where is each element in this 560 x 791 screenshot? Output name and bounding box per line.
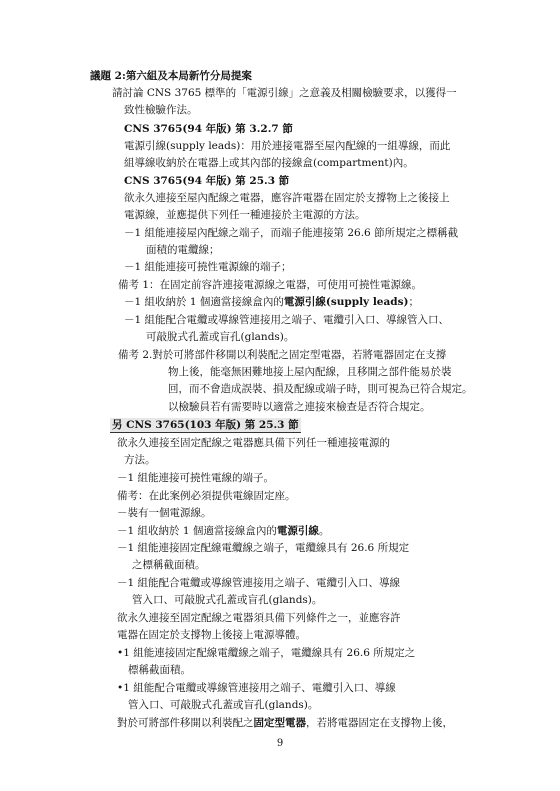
note-line: 回，而不會造成誤裝、損及配線或端子時，則可視為已符合規定。 xyxy=(168,383,473,395)
body-line: 電源線，並應提供下列任一種連接於主電源的方法。 xyxy=(124,209,366,221)
body-line xyxy=(124,295,419,309)
note-line: 備考 2.對於可將部件移開以利裝配之固定型電器，若將電器固定在支撐 xyxy=(118,349,447,361)
body-text: ，若將電器固定在支撐物上後， xyxy=(306,717,453,729)
intro-line: 請討論 CNS 3765 標準的「電源引線」之意義及相關檢驗要求，以獲得一 xyxy=(112,87,457,99)
body-line xyxy=(117,716,453,730)
intro-line: 致性檢驗作法。 xyxy=(124,104,198,116)
section-c-heading: 另 CNS 3765(103 年版) 第 25.3 節 xyxy=(112,419,299,431)
body-line: －1 組能連接可撓性電線的端子。 xyxy=(117,472,275,484)
body-line: 組導線收納於在電器上或其內部的接線盒(compartment)內。 xyxy=(124,157,414,169)
bullet-line: •1 組能配合電纜或導線管連接用之端子、電纜引入口、導線 xyxy=(117,682,396,694)
body-line: －裝有一個電源線。 xyxy=(117,507,212,519)
body-line: －1 組能連接屋內配線之端子，而端子能連接第 26.6 節所規定之標稱截 xyxy=(124,227,459,239)
bullet-line: •1 組能連接固定配線電纜線之端子，電纜線具有 26.6 所規定之 xyxy=(117,647,416,659)
section-a-heading: CNS 3765(94 年版) 第 3.2.7 節 xyxy=(124,123,293,135)
note-line: 以檢驗員若有需要時以適當之連接來檢查是否符合規定。 xyxy=(168,401,431,413)
body-text: ； xyxy=(408,296,420,308)
body-line: 電源引線(supply leads)：用於連接電器至屋內配線的一組導線，而此 xyxy=(124,140,451,152)
body-line: 標稱截面積。 xyxy=(128,664,191,676)
section-b-heading: CNS 3765(94 年版) 第 25.3 節 xyxy=(124,175,290,187)
body-text: 對於可將部件移開以利裝配之 xyxy=(117,717,254,729)
body-line: 欲永久連接至固定配線之電器應具備下列任一種連接電源的 xyxy=(117,437,390,449)
body-line: 面積的電纜線； xyxy=(146,244,220,256)
body-line: 可敲脫式孔蓋或盲孔(glands)。 xyxy=(146,331,295,343)
body-line: 管入口、可敲脫式孔蓋或盲孔(glands)。 xyxy=(132,594,323,606)
body-text: 。 xyxy=(318,525,330,537)
note-line: 備考 1：在固定前容許連接電源線之電器，可使用可撓性電源線。 xyxy=(118,279,423,291)
supply-leads-term: 電源引線 xyxy=(276,525,319,537)
note-line: 物上後，能毫無困難地接上屋內配線，且移開之部件能易於裝 xyxy=(168,366,452,378)
supply-leads-term: 電源引線(supply leads) xyxy=(283,296,409,308)
body-line: 方法。 xyxy=(124,454,156,466)
body-line: 之標稱截面積。 xyxy=(132,559,206,571)
note-line: 備考：在此案例必須提供電線固定座。 xyxy=(117,490,296,502)
body-line: 管入口、可敲脫式孔蓋或盲孔(glands)。 xyxy=(128,699,319,711)
body-line: 電器在固定於支撐物上後接上電源導體。 xyxy=(117,629,306,641)
fixed-appliance-term: 固定型電器 xyxy=(253,717,306,729)
body-line: －1 組能連接固定配線電纜線之端子，電纜線具有 26.6 所規定 xyxy=(117,542,410,554)
agenda-title: 議題 2:第六組及本局新竹分局提案 xyxy=(90,70,252,82)
body-text: －1 組收納於 1 個適當接線盒內的 xyxy=(124,296,284,308)
body-line: －1 組能連接可撓性電源線的端子； xyxy=(124,261,292,273)
body-line: －1 組能配合電纜或導線管連接用之端子、電纜引入口、導線 xyxy=(117,577,401,589)
body-line xyxy=(117,524,329,538)
page-number: 9 xyxy=(276,738,284,749)
body-line: －1 組能配合電纜或導線管連接用之端子、電纜引入口、導線管入口、 xyxy=(124,314,450,326)
body-text: －1 組收納於 1 個適當接線盒內的 xyxy=(117,525,277,537)
body-line: 欲永久連接至屋內配線之電器，應容許電器在固定於支撐物上之後接上 xyxy=(124,192,450,204)
body-line: 欲永久連接至固定配線之電器須具備下列條件之一，並應容許 xyxy=(117,612,401,624)
